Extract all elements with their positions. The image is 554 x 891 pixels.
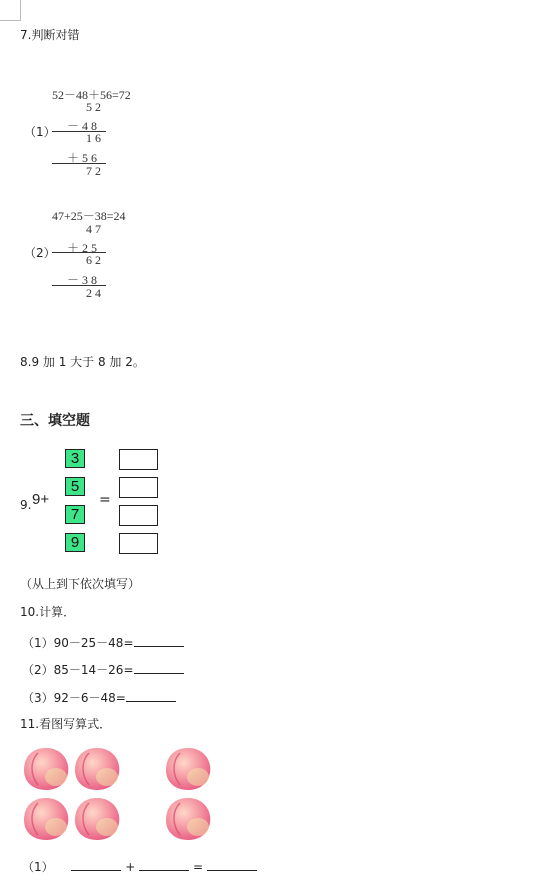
q10-item-1: （1）90－25－48=: [22, 636, 134, 650]
peach-2: [75, 748, 119, 790]
page-corner-mark: [0, 0, 21, 21]
peach-3: [166, 748, 210, 790]
q7-p1-label: （1）: [24, 125, 56, 139]
q7-title: 7.判断对错: [20, 28, 80, 42]
q11-title: 11.看图写算式．: [20, 717, 112, 731]
q8-text: 8.9 加 1 大于 8 加 2。: [20, 355, 145, 369]
q7-p1-row1: 5 2: [86, 100, 101, 114]
q9-answer-box-1[interactable]: [119, 449, 158, 470]
q9-addend-box-1: 3: [65, 449, 85, 468]
q11-answer-label: （1）: [22, 860, 54, 874]
q9-addend-box-2: 5: [65, 477, 85, 496]
q10-blank-2[interactable]: [134, 661, 184, 674]
q7-p2-row2: ＋ 2 5: [67, 241, 98, 255]
q9-number: 9.: [20, 498, 32, 512]
q10-item-2: （2）85－14－26=: [22, 663, 134, 677]
section3-title: 三、填空题: [20, 413, 90, 429]
q9-answer-box-3[interactable]: [119, 505, 158, 526]
peaches-picture: [20, 743, 216, 847]
peach-1: [24, 748, 68, 790]
q7-p2-row5: 2 4: [86, 286, 101, 300]
q9-answer-box-2[interactable]: [119, 477, 158, 498]
q11-blank-3[interactable]: [207, 858, 257, 871]
q9-addend-box-3: 7: [65, 505, 85, 524]
q9-note: （从上到下依次填写）: [20, 577, 141, 591]
q7-p2-label: （2）: [24, 246, 56, 260]
q9-expr: 9+: [32, 491, 50, 508]
q7-p2-row3: 6 2: [86, 253, 101, 267]
peach-4: [24, 798, 68, 840]
q9-addend-box-4: 9: [65, 533, 85, 552]
q7-p2-row1: 4 7: [86, 222, 101, 236]
q11-plus: +: [125, 860, 136, 874]
q11-blank-2[interactable]: [139, 858, 189, 871]
q7-p1-row3: 1 6: [86, 131, 101, 145]
q7-p1-equation: 52－48＋56=72: [52, 88, 131, 102]
q10-item-3: （3）92－6－48=: [22, 691, 126, 705]
q10-title: 10.计算．: [20, 605, 76, 619]
q7-p2-equation: 47+25－38=24: [52, 209, 126, 223]
peach-6: [166, 798, 210, 840]
q9-answer-box-4[interactable]: [119, 533, 158, 554]
q7-p1-row2: － 4 8: [67, 119, 98, 133]
q7-p1-row4: ＋ 5 6: [67, 151, 98, 165]
peach-5: [75, 798, 119, 840]
q11-blank-1[interactable]: [71, 858, 121, 871]
q7-p1-row5: 7 2: [86, 164, 101, 178]
q11-equals: =: [193, 860, 204, 874]
q7-p2-row4: － 3 8: [67, 273, 98, 287]
q10-blank-3[interactable]: [126, 689, 176, 702]
q9-equals: =: [99, 492, 111, 508]
q10-blank-1[interactable]: [134, 634, 184, 647]
